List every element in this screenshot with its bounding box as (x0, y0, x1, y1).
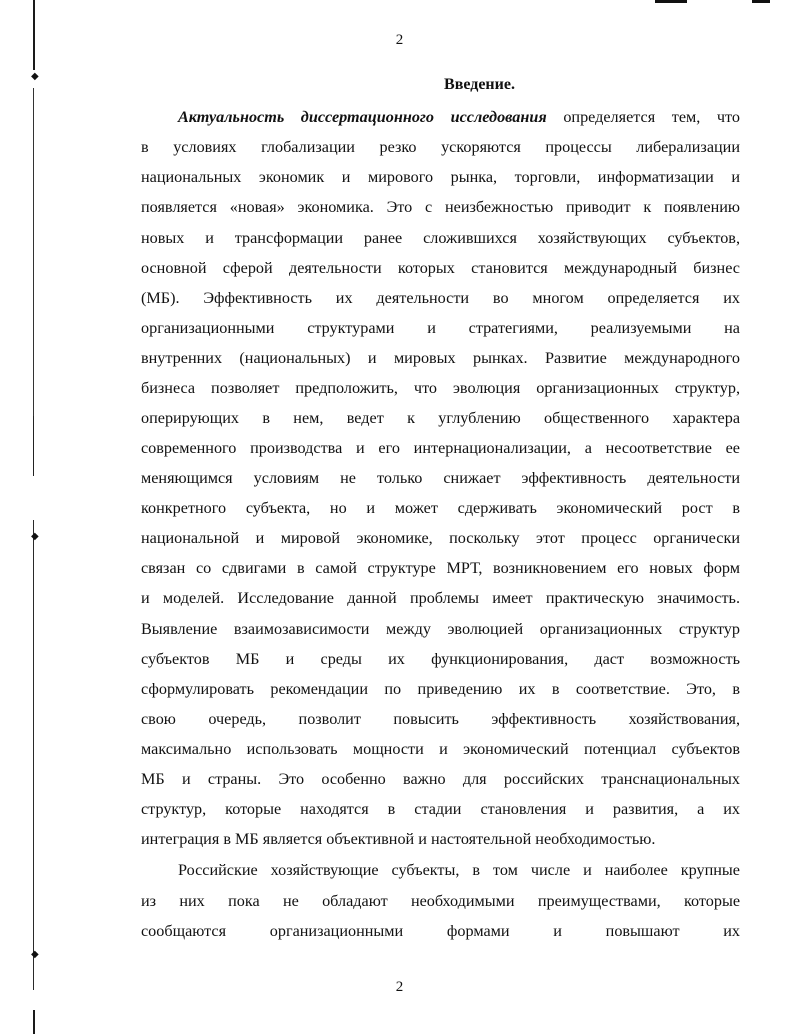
line-text: организационными структурами и стратегиями, реализуемыми на (141, 319, 740, 337)
text-line (141, 649, 740, 669)
text-line (141, 197, 740, 217)
line-text: сформулировать рекомендации по приведению их в соответствие. Это, в (141, 680, 740, 698)
page-number-bottom: 2 (395, 979, 404, 995)
scan-margin-line (33, 88, 34, 448)
line-text: основной сферой деятельности которых становится международный бизнес (141, 259, 740, 277)
binding-hole-mark: ◆ (31, 949, 39, 960)
line-text: (МБ). Эффективность их деятельности во многом определяется их (141, 289, 740, 307)
text-line (141, 378, 740, 398)
page-number-top: 2 (395, 32, 404, 48)
line-text: внутренних (национальных) и мировых рынках. Развитие международного (141, 349, 740, 367)
line-text: в условиях глобализации резко ускоряются процессы либерализации (141, 138, 740, 156)
text-line (141, 288, 740, 308)
line-text: бизнеса позволяет предположить, что эволюция организационных структур, (141, 379, 740, 397)
text-line (141, 438, 740, 458)
text-line (141, 528, 740, 548)
line-text: определяется тем, что (546, 108, 740, 126)
line-text: Российские хозяйствующие субъекты, в том числе и наиболее крупные (178, 861, 740, 879)
line-text: национальных экономик и мирового рынка, торговли, информатизации и (141, 168, 740, 186)
text-line (141, 318, 740, 338)
text-line (141, 408, 740, 428)
scan-margin-line (33, 520, 34, 990)
binding-hole-mark: ◆ (31, 531, 39, 542)
line-text: новых и трансформации ранее сложившихся хозяйствующих субъектов, (141, 229, 740, 247)
scan-margin-line (33, 1010, 35, 1034)
line-text: Выявление взаимозависимости между эволюцией организационных структур (141, 620, 740, 638)
text-line (141, 709, 740, 729)
text-line (178, 107, 740, 127)
line-text: максимально использовать мощности и экономический потенциал субъектов (141, 740, 740, 758)
scan-edge-mark (752, 0, 770, 3)
line-text: свою очередь, позволит повысить эффективность хозяйствования, (141, 710, 740, 728)
text-line (141, 228, 740, 248)
text-line (141, 769, 740, 789)
text-line (141, 258, 740, 278)
line-text: сообщаются организационными формами и повышают их (141, 922, 740, 940)
text-line (141, 891, 740, 911)
text-line (141, 468, 740, 488)
line-text: из них пока не обладают необходимыми преимуществами, которые (141, 892, 740, 910)
line-text: современного производства и его интернационализации, а несоответствие ее (141, 439, 740, 457)
text-line (141, 921, 740, 941)
line-text: и моделей. Исследование данной проблемы имеет практическую значимость. (141, 589, 740, 607)
text-line (141, 619, 740, 639)
line-text: структур, которые находятся в стадии становления и развития, а их (141, 800, 740, 818)
text-line (141, 137, 740, 157)
line-text: оперирующих в нем, ведет к углублению общественного характера (141, 409, 740, 427)
line-text: интеграция в МБ является объективной и настоятельной необходимостью. (141, 830, 656, 848)
scan-edge-mark (655, 0, 687, 3)
line-text: появляется «новая» экономика. Это с неизбежностью приводит к появлению (141, 198, 740, 216)
emphasized-term: Актуальность диссертационного исследования (178, 108, 547, 126)
line-text: МБ и страны. Это особенно важно для российских транснациональных (141, 770, 740, 788)
line-text: меняющимся условиям не только снижает эффективность деятельности (141, 469, 740, 487)
text-line (141, 829, 740, 849)
section-title: Введение. (444, 76, 515, 93)
text-line (178, 860, 740, 880)
text-line (141, 348, 740, 368)
text-line (141, 498, 740, 518)
text-line (141, 679, 740, 699)
line-text: национальной и мировой экономике, поскольку этот процесс органически (141, 529, 740, 547)
line-text: связан со сдвигами в самой структуре МРТ, возникновением его новых форм (141, 559, 740, 577)
line-text: субъектов МБ и среды их функционирования, даст возможность (141, 650, 740, 668)
text-line (141, 588, 740, 608)
text-line (141, 558, 740, 578)
text-line (141, 799, 740, 819)
scan-margin-line (33, 416, 34, 476)
line-text: конкретного субъекта, но и может сдерживать экономический рост в (141, 499, 740, 517)
text-line (141, 739, 740, 759)
binding-hole-mark: ◆ (31, 71, 39, 82)
text-line (141, 167, 740, 187)
